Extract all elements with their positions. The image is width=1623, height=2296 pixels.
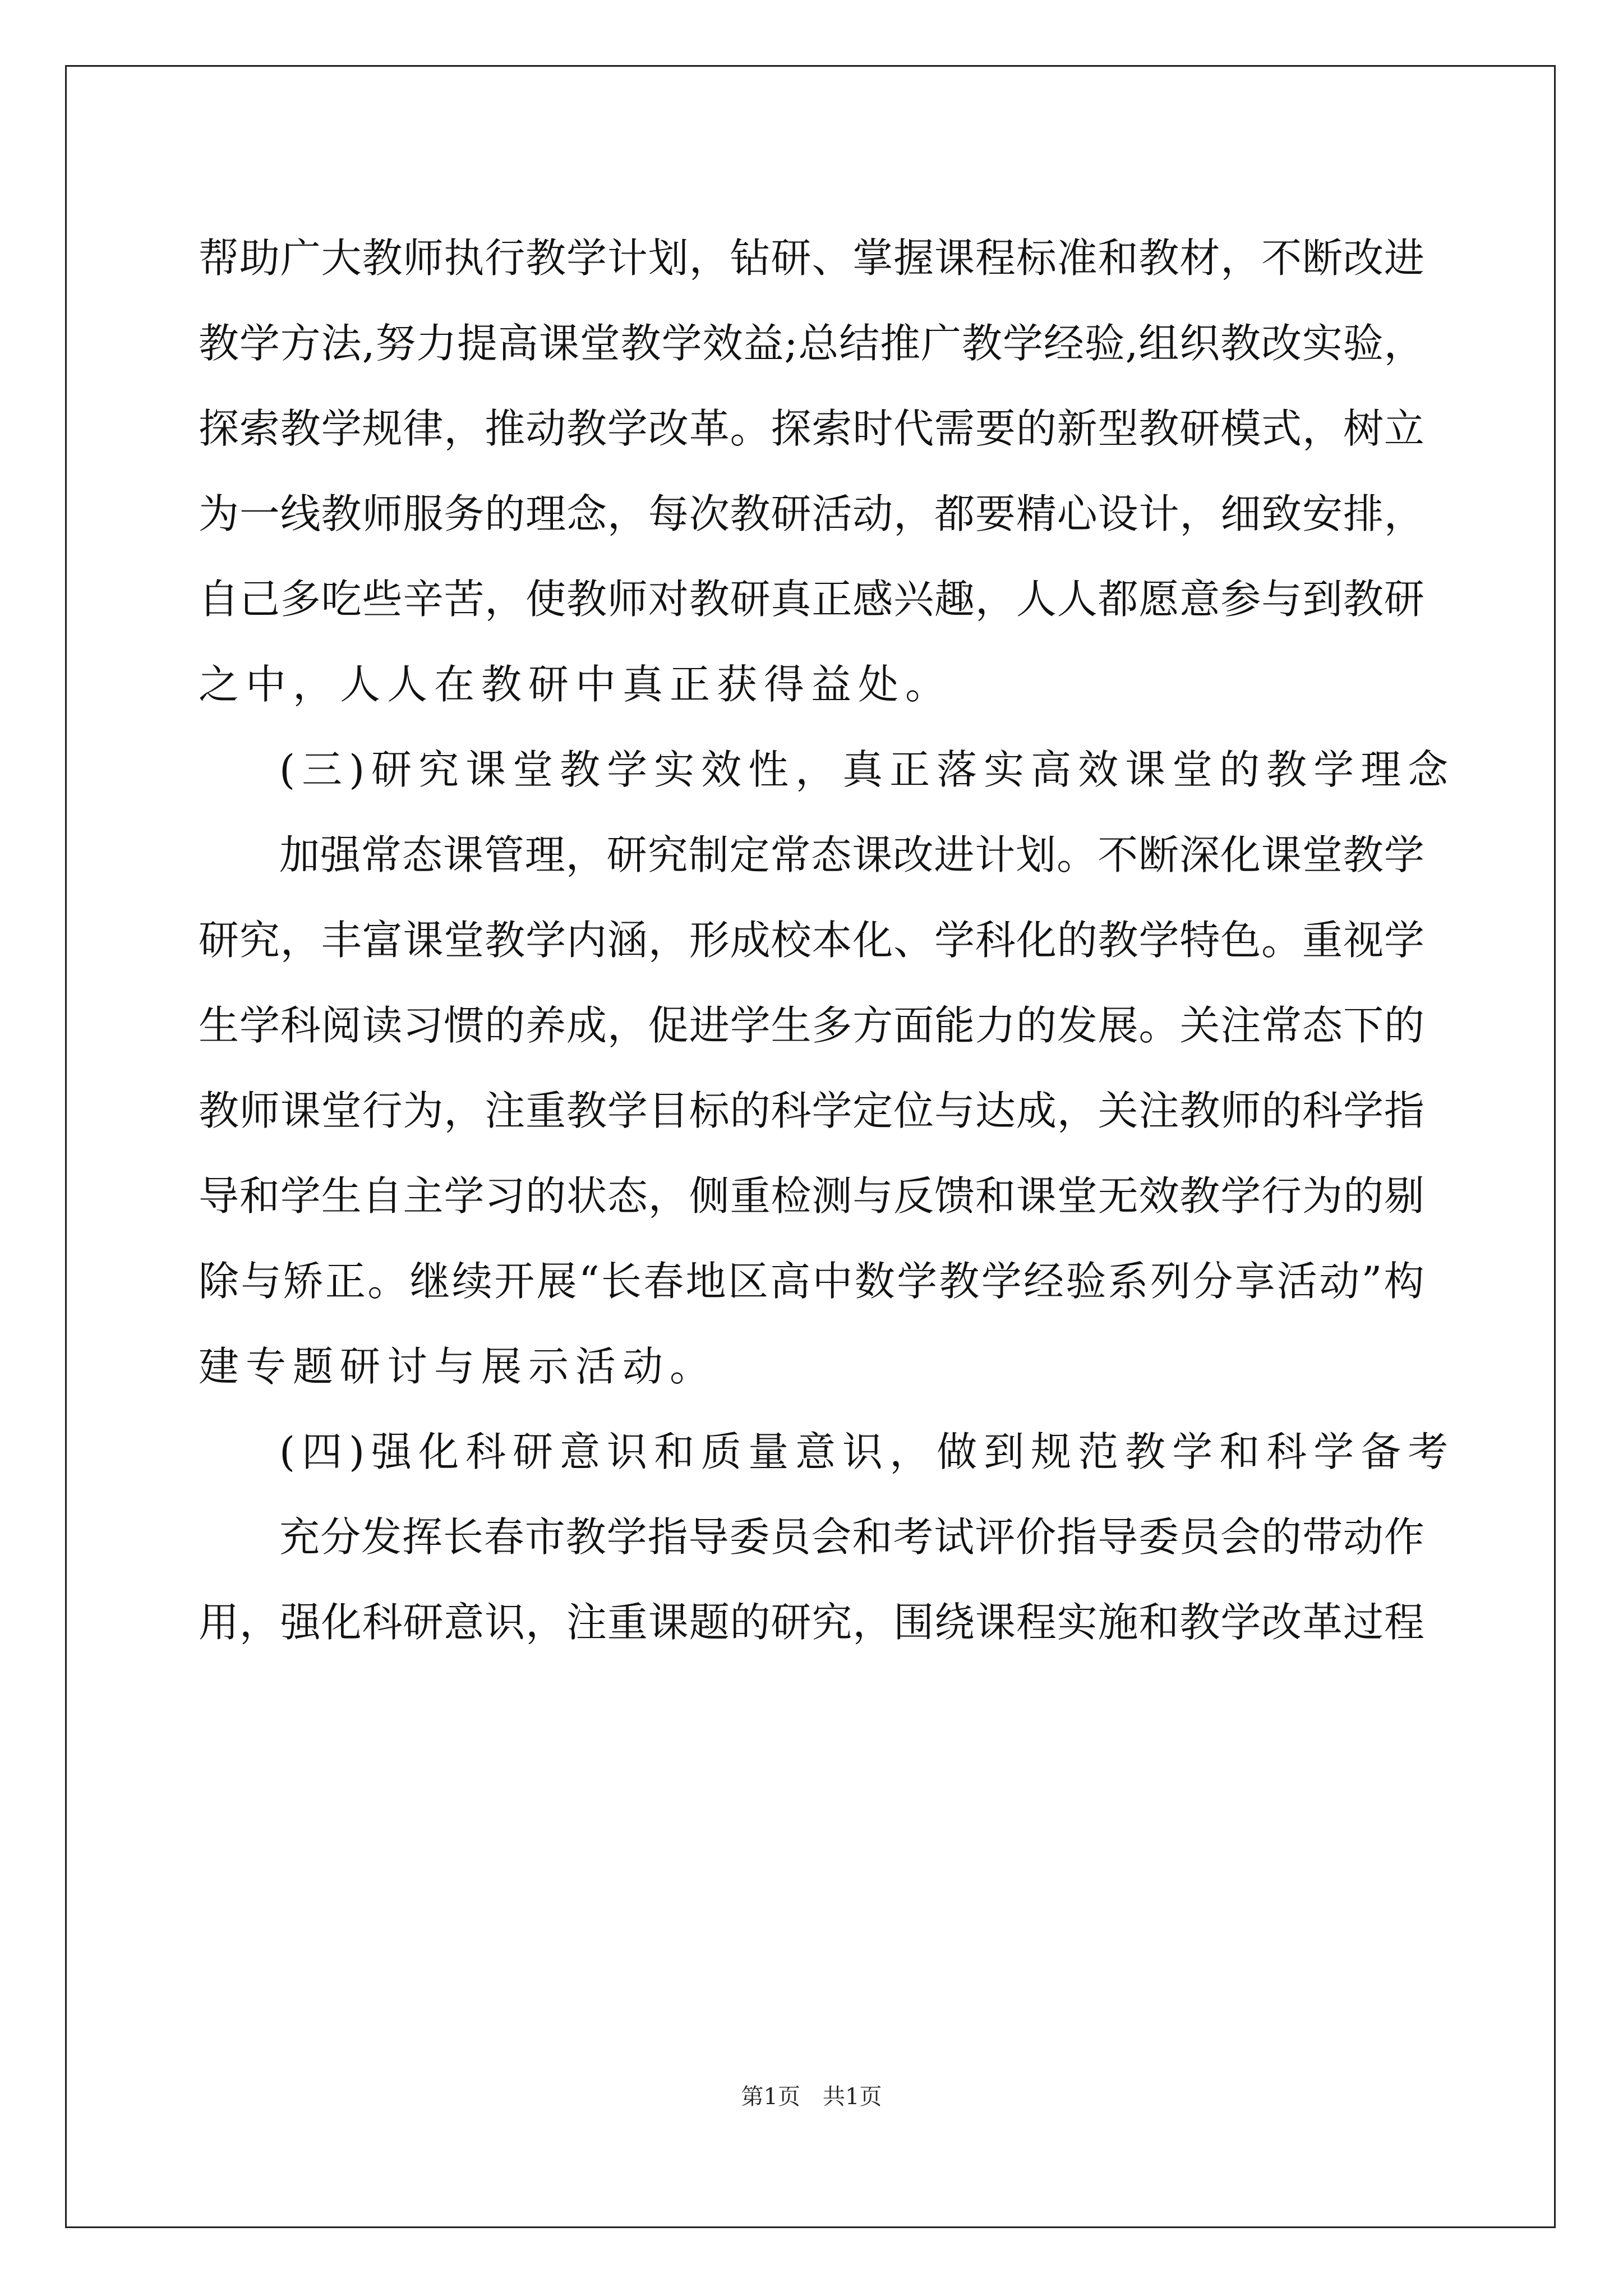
text-line: 加 强 常 态 课 管 理 ， 研 究 制 定 常 态 课 改 进 计 划 。 不 断 深 化 课 堂 教 学 — [279, 831, 1424, 878]
text-line: 建专题研讨与展示活动。 — [199, 1343, 717, 1390]
text-line: 教 师 课 堂 行 为 ， 注 重 教 学 目 标 的 科 学 定 位 与 达 成 ， 关 注 教 师 的 科 学 指 — [199, 1087, 1424, 1134]
text-line: 研 究 ， 丰 富 课 堂 教 学 内 涵 ， 形 成 校 本 化 、 学 科 化 的 教 学 特 色 。 重 视 学 — [199, 917, 1424, 964]
text-line: 教 学 方 法 , 努 力 提 高 课 堂 教 学 效 益 ; 总 结 推 广 教 学 经 验 , 组 织 教 改 实 验 ， — [199, 320, 1424, 367]
section-heading: (三)研究课堂教学实效性，真正落实高效课堂的教学理念 — [279, 746, 1455, 793]
text-line: 之中，人人在教研中真正获得益处。 — [199, 661, 953, 708]
text-line: 探 索 教 学 规 律 ， 推 动 教 学 改 革 。 探 索 时 代 需 要 的 新 型 教 研 模 式 ， 树 立 — [199, 405, 1424, 452]
document-body — [199, 215, 1455, 1665]
section-heading: (四)强化科研意识和质量意识，做到规范教学和科学备考 — [279, 1428, 1455, 1475]
text-line: 为 一 线 教 师 服 务 的 理 念 ， 每 次 教 研 活 动 ， 都 要 精 心 设 计 ， 细 致 安 排 ， — [199, 490, 1424, 537]
text-line: 用 ， 强 化 科 研 意 识 ， 注 重 课 题 的 研 究 ， 围 绕 课 程 实 施 和 教 学 改 革 过 程 — [199, 1599, 1424, 1646]
page-number: 第1页 共1页 — [741, 2084, 882, 2110]
text-line: 充 分 发 挥 长 春 市 教 学 指 导 委 员 会 和 考 试 评 价 指 导 委 员 会 的 带 动 作 — [279, 1513, 1424, 1561]
text-line: 生 学 科 阅 读 习 惯 的 养 成 ， 促 进 学 生 多 方 面 能 力 的 发 展 。 关 注 常 态 下 的 — [199, 1002, 1424, 1049]
text-line: 自 己 多 吃 些 辛 苦 ， 使 教 师 对 教 研 真 正 感 兴 趣 ， 人 人 都 愿 意 参 与 到 教 研 — [199, 576, 1424, 623]
text-line: 帮 助 广 大 教 师 执 行 教 学 计 划 ， 钻 研 、 掌 握 课 程 标 准 和 教 材 ， 不 断 改 进 — [199, 234, 1424, 282]
text-line: 除 与 矫 正 。 继 续 开 展 “ 长 春 地 区 高 中 数 学 教 学 经 验 系 列 分 享 活 动 ” 构 — [199, 1258, 1424, 1305]
text-line: 导 和 学 生 自 主 学 习 的 状 态 ， 侧 重 检 测 与 反 馈 和 课 堂 无 效 教 学 行 为 的 剔 — [199, 1172, 1424, 1220]
